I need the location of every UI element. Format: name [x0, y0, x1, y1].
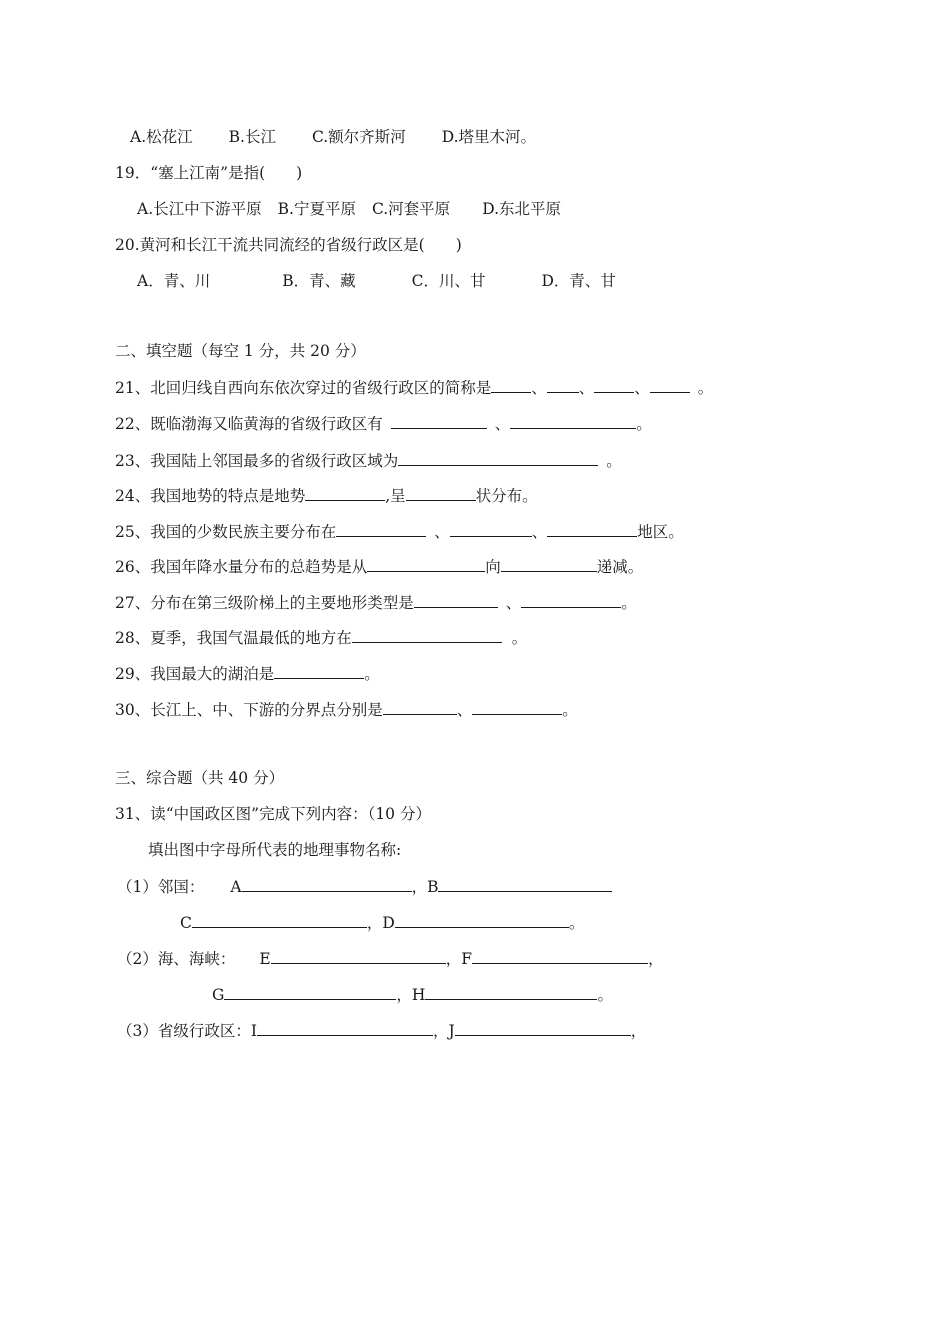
- q30-blank-1[interactable]: [383, 699, 457, 715]
- q24-mid: ,呈: [385, 487, 406, 505]
- q27: [115, 592, 637, 613]
- q24-text: 24、我国地势的特点是地势: [115, 487, 306, 505]
- q25-text: 25、我国的少数民族主要分布在: [115, 523, 337, 541]
- q18-option-d: D.塔里木河。: [441, 128, 537, 146]
- q31-blank-j[interactable]: [455, 1020, 631, 1036]
- q18-option-c: C.额尔齐斯河: [311, 128, 406, 146]
- q25: [115, 521, 684, 542]
- q31-comma: ，: [396, 986, 412, 1004]
- q27-sep: 、: [505, 594, 522, 612]
- q22-end: 。: [636, 415, 652, 433]
- q24-blank-1[interactable]: [305, 485, 385, 501]
- q28-text: 28、夏季，我国气温最低的地方在: [115, 629, 352, 647]
- q23-text: 23、我国陆上邻国最多的省级行政区域为: [115, 452, 399, 470]
- q31-blank-e[interactable]: [271, 948, 446, 964]
- q31-letter-e: E: [259, 950, 271, 968]
- q31-letter-c: C: [180, 914, 192, 932]
- q19-option-c: C.河套平原: [371, 200, 451, 218]
- q31-stem: 31、读“中国政区图”完成下列内容：（10 分）: [115, 805, 431, 823]
- q27-text: 27、分布在第三级阶梯上的主要地形类型是: [115, 594, 414, 612]
- q19-option-b: B.宁夏平原: [277, 200, 356, 218]
- q26-end: 递减。: [596, 558, 644, 576]
- q21-sep: 、: [578, 379, 595, 397]
- q21-blank-4[interactable]: [650, 377, 690, 393]
- q21-blank-3[interactable]: [594, 377, 634, 393]
- q25-end: 地区。: [637, 523, 684, 541]
- q31-part-1-cont: [180, 912, 584, 933]
- q25-blank-1[interactable]: [336, 521, 426, 537]
- q22-text: 22、既临渤海又临黄海的省级行政区有: [115, 415, 383, 433]
- q31-comma-end: ，: [630, 1022, 647, 1040]
- q26-mid: 向: [485, 558, 501, 576]
- q31-blank-h[interactable]: [425, 984, 597, 1000]
- q31-letter-b: B: [427, 878, 439, 896]
- q23-blank[interactable]: [398, 450, 598, 466]
- q31-letter-a: A: [230, 878, 242, 896]
- q23-end: 。: [606, 452, 622, 470]
- q21-text: 21、北回归线自西向东依次穿过的省级行政区的简称是: [115, 379, 492, 397]
- q18-options: [130, 127, 536, 147]
- q25-blank-2[interactable]: [450, 521, 532, 537]
- q20-option-a: A．青、川: [137, 272, 211, 290]
- q30-end: 。: [562, 701, 578, 719]
- q31-part-2-cont: [212, 984, 613, 1005]
- q21-blank-1[interactable]: [491, 377, 531, 393]
- q26-blank-2[interactable]: [501, 556, 597, 572]
- q21: [115, 377, 713, 398]
- q26-blank-1[interactable]: [367, 556, 485, 572]
- q22-blank-2[interactable]: [510, 413, 636, 429]
- q19-options: [137, 199, 561, 219]
- q31-blank-i[interactable]: [257, 1020, 433, 1036]
- q29-blank[interactable]: [274, 663, 364, 679]
- q18-option-b: B.长江: [228, 128, 276, 146]
- q31-letter-d: D: [382, 914, 395, 932]
- q31-comma: ，: [445, 950, 462, 968]
- q28-blank[interactable]: [352, 627, 502, 643]
- q31-letter-g: G: [212, 986, 225, 1004]
- q31-part-1: [117, 876, 612, 897]
- q19-option-a: A.长江中下游平原: [137, 200, 262, 218]
- q20-option-d: D．青、甘: [541, 272, 616, 290]
- q31-p2-label: （2）海、海峡：: [117, 950, 236, 968]
- q31-letter-i: I: [250, 1022, 257, 1040]
- q26: [115, 556, 643, 577]
- q26-text: 26、我国年降水量分布的总趋势是从: [115, 558, 368, 576]
- q21-blank-2[interactable]: [547, 377, 579, 393]
- q31-blank-a[interactable]: [242, 876, 412, 892]
- q21-end: 。: [697, 379, 714, 397]
- q30-text: 30、长江上、中、下游的分界点分别是: [115, 701, 383, 719]
- q20-option-c: C．川、甘: [411, 272, 486, 290]
- q27-blank-1[interactable]: [414, 592, 498, 608]
- q31-comma: ，: [411, 878, 428, 896]
- q31-blank-d[interactable]: [395, 912, 569, 928]
- q18-option-a: A.松花江: [130, 128, 193, 146]
- q31-period: 。: [568, 914, 585, 932]
- q31-blank-b[interactable]: [438, 876, 612, 892]
- q25-sep: 、: [434, 523, 450, 541]
- q24-end: 状分布。: [475, 487, 538, 505]
- q24: [115, 485, 538, 506]
- q23: [115, 450, 622, 471]
- q31-letter-f: F: [461, 950, 472, 968]
- q31-part-2: [117, 948, 664, 969]
- q22-sep: 、: [494, 415, 511, 433]
- q27-blank-2[interactable]: [521, 592, 621, 608]
- q31-instruction: 填出图中字母所代表的地理事物名称:: [148, 841, 402, 859]
- q31-blank-g[interactable]: [224, 984, 396, 1000]
- section-3-title: 三、综合题（共 40 分）: [115, 769, 285, 787]
- q24-blank-2[interactable]: [406, 485, 476, 501]
- q29-text: 29、我国最大的湖泊是: [115, 665, 275, 683]
- q20-stem: 20.黄河和长江干流共同流经的省级行政区是( ): [115, 236, 462, 254]
- q19-option-d: D.东北平原: [482, 200, 562, 218]
- q31-blank-f[interactable]: [472, 948, 648, 964]
- q31-part-3: [117, 1020, 646, 1041]
- q19-stem: 19．“塞上江南”是指( ): [115, 164, 303, 182]
- q31-comma: ，: [366, 914, 383, 932]
- q21-sep: 、: [531, 379, 547, 397]
- q31-letter-h: H: [411, 986, 426, 1004]
- q20-option-b: B．青、藏: [282, 272, 356, 290]
- q27-end: 。: [621, 594, 637, 612]
- q29: [115, 663, 380, 684]
- q20-options: [137, 271, 616, 291]
- q22-blank-1[interactable]: [391, 413, 487, 429]
- q28: [115, 627, 527, 648]
- q29-end: 。: [364, 665, 380, 683]
- q31-comma-end: ，: [647, 950, 664, 968]
- q30-sep: 、: [456, 701, 473, 719]
- q31-letter-j: J: [448, 1022, 455, 1040]
- q31-period: 。: [597, 986, 613, 1004]
- q31-blank-c[interactable]: [192, 912, 367, 928]
- q21-sep: 、: [634, 379, 650, 397]
- q28-end: 。: [511, 629, 528, 647]
- q25-blank-3[interactable]: [547, 521, 637, 537]
- q30: [115, 699, 578, 720]
- q31-p1-label: （1）邻国：: [117, 878, 205, 896]
- section-2-title: 二、填空题（每空 1 分，共 20 分）: [115, 342, 366, 360]
- q30-blank-2[interactable]: [472, 699, 562, 715]
- q25-sep: 、: [531, 523, 548, 541]
- q31-p3-label: （3）省级行政区：: [117, 1022, 251, 1040]
- q22: [115, 413, 652, 434]
- q31-comma: ，: [433, 1022, 449, 1040]
